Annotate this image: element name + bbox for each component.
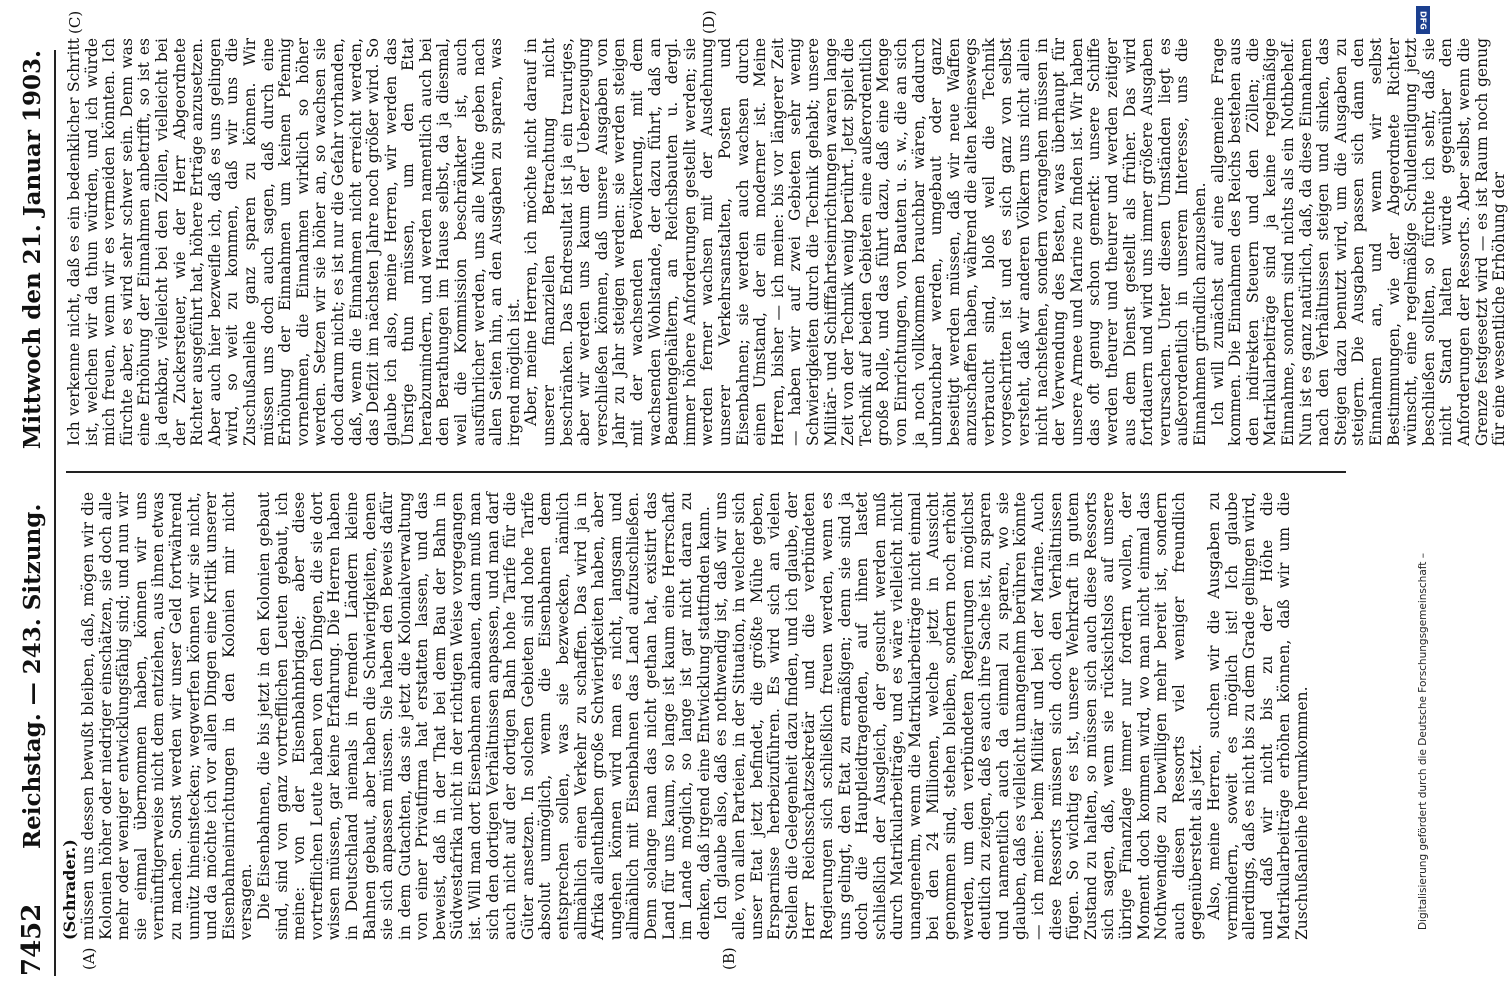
session-title: Reichstag. — 243. Sitzung. — [18, 503, 46, 850]
session-date: Mittwoch den 21. Januar 1903. — [18, 50, 46, 450]
speaker-name: (Schrader.) — [60, 839, 79, 940]
left-column — [80, 492, 1312, 940]
paragraph: müssen uns dessen bewußt bleiben, daß, mögen wir die Kolonien höher oder niedriger einschätzen, sie doch alle mehr oder weniger entwicklungsfähig sind; und nun wir sie einmal übernommen haben, können wir uns vernünftigerweise nicht dem entziehen, aus ihnen etwas zu machen. Sonst werden wir unser Geld fortwährend unnütz hineinstecken; wegwerfen können wir sie nicht, und da möchte ich vor allen Dingen eine Kritik unserer Eisenbahneinrichtungen in den Kolonien mir nicht versagen. — [79, 492, 256, 940]
right-column — [66, 38, 1509, 446]
paragraph: Aber, meine Herren, ich möchte nicht darauf in unserer finanziellen Betrachtung nicht beschränken. Das Endresultat ist ja ein trauriges, aber wir werden uns kaum der Ueberzeugung verschließen können, daß unsere Ausgaben von Jahr zu Jahr steigen werden: sie werden steigen mit der wachsenden Bevölkerung, mit dem wachsenden Wohlstande, der dazu führt, daß an Beamtengehältern, an Reichsbauten u. dergl. immer höhere Anforderungen gestellt werden; sie werden ferner wachsen mit der Ausdehnung unserer Verkehrsanstalten, Posten und Eisenbahnen; sie werden auch wachsen durch einen Umstand, der ein moderner ist. Meine Herren, bisher — ich meine: bis vor längerer Zeit — haben wir auf zwei Gebieten sehr wenig Schwierigkeiten durch die Technik gehabt; unsere Militär- und Schifffahrtseinrichtungen waren lange Zeit von der Technik wenig berührt. Jetzt spielt die Technik auf beiden Gebieten eine außerordentlich große Rolle, und das führt dazu, daß eine Menge von Einrichtungen, von Bauten u. s. w., die an sich ja noch vollkommen brauchbar wären, dadurch unbrauchbar werden, umgebaut oder ganz beseitigt werden müssen, daß wir neue Waffen anzuschaffen haben, während die alten keineswegs verbraucht sind, bloß weil die Technik vorgeschritten ist und es sich ganz von selbst versteht, daß wir anderen Völkern uns nicht allein nicht nachstehen, sondern vorangehen müssen in der Verwendung des Besten, was überhaupt für unsere Armee und Marine zu finden ist. Wir haben das oft genug schon gemerkt: unsere Schiffe werden theurer und theurer und werden zeitiger aus dem Dienst gestellt als früher. Das wird fortdauern und wird uns immer größere Ausgaben verursachen. Unter diesen Umständen liegt es außerordentlich in unserem Interesse, uns die Einnahmen gründlich anzusehen. — [522, 38, 1209, 446]
margin-marker-a: (A) — [80, 947, 98, 970]
paragraph: Ich glaube also, daß es nothwendig ist, daß wir uns alle, von allen Parteien, in der Situation, in welcher sich unser Etat jetzt befindet, die größte Mühe geben, Ersparnisse herbeizuführen. Es wird sich an vielen Stellen die Gelegenheit dazu finden, und ich glaube, der Herr Reichsschatzsekretär und die verbündeten Regierungen sich schließlich freuen werden, wenn es uns gelingt, den Etat zu ermäßigen; denn sie sind ja doch die Hauptleidtragenden, auf ihnen lastet schließlich der Ausgleich, der gesucht werden muß durch Matrikularbeiträge, und es wäre vielleicht nicht unangenehm, wenn die Matrikularbeiträge nicht einmal bei den 24 Millionen, welche jetzt in Aussicht genommen sind, stehen bleiben, sondern noch erhöht werden, um den verbündeten Regierungen möglichst deutlich zu zeigen, daß es auch ihre Sache ist, zu sparen und namentlich auch da einmal zu sparen, wo sie glauben, daß es vielleicht unangenehm berühren könnte — ich meine: beim Militär und bei der Marine. Auch diese Ressorts müssen sich doch den Verhältnissen fügen. So wichtig es ist, unsere Wehrkraft in gutem Zustand zu halten, so müssen sich auch diese Ressorts sich sagen, daß, wenn sie rücksichtslos auf unsere übrige Finanzlage immer nur fordern wollen, der Moment doch kommen wird, wo man nicht einmal das Nothwendige zu bewilligen mehr bereit ist, sondern auch diesen Ressorts viel weniger freundlich gegenübersteht als jetzt. — [712, 492, 1206, 940]
column-divider — [66, 471, 1346, 473]
header-rule — [54, 50, 56, 976]
paragraph: Ich will zunächst auf eine allgemeine Frage kommen. Die Einnahmen des Reichs bestehen aus den indirekten Steuern und den Zöllen; die Matrikularbeiträge sind ja keine regelmäßige Einnahme, sondern sind nichts als ein Nothbehelf. Nun ist es ganz natürlich, daß, da diese Einnahmen nach den Verhältnissen steigen und sinken, das Steigen dazu benutzt wird, um die Ausgaben zu steigern. Die Ausgaben passen sich dann den Einnahmen an, und wenn wir selbst Bestimmungen, wie der Abgeordnete Richter wünscht, eine regelmäßige Schuldentilgung jetzt beschließen sollten, so fürchte ich sehr, daß sie nicht Stand halten würde gegenüber den Anforderungen der Ressorts. Aber selbst, wenn die Grenze festgesetzt wird — es ist Raum noch genug für eine wesentliche Erhöhung der — [1208, 38, 1509, 446]
page-header — [12, 50, 52, 976]
digitization-note: Digitalisierung gefördert durch die Deutsche Forschungsgemeinschaft – — [1417, 553, 1429, 930]
margin-marker-b: (B) — [720, 947, 738, 970]
paragraph: Ich verkenne nicht, daß es ein bedenklicher Schritt ist, welchen wir da thun würden, und ich würde mich freuen, wenn wir es vermeiden könnten. Ich fürchte aber, es wird sehr schwer sein. Denn was eine Erhöhung der Einnahmen anbetrifft, so ist es ja denkbar, vielleicht bei den Zöllen, vielleicht bei der Zuckersteuer, wie der Herr Abgeordnete Richter ausgeführt hat, höhere Erträge anzusetzen. Aber auch hier bezweifle ich, daß es uns gelingen wird, so weit zu kommen, daß wir uns die Zuschußanleihe ganz sparen zu können. Wir müssen uns doch auch sagen, daß durch eine Erhöhung der Einnahmen um keinen Pfennig vornehmen, die Einnahmen wirklich so höher werden. Setzen wir sie höher an, so wachsen sie doch darum nicht; es ist nur die Gefahr vorhanden, daß, wenn die Einnahmen nicht erreicht werden, das Defizit im nächsten Jahre noch größer wird. So glaube ich also, meine Herren, wir werden das Unsrige thun müssen, um den Etat herabzumindern, und werden namentlich auch bei den Berathungen im Hause selbst, da ja diesmal, weil die Kommission beschränkter ist, auch ausführlicher werden, uns alle Mühe geben nach allen Seiten hin, an den Ausgaben zu sparen, was irgend möglich ist. — [65, 38, 523, 446]
paragraph: Die Eisenbahnen, die bis jetzt in den Kolonien gebaut sind, sind von ganz vortrefflichen Leuten gebaut, ich meine: von der Eisenbahnbrigade; aber diese vortrefflichen Leute haben von den Dingen, die sie dort wissen müssen, gar keine Erfahrung. Die Herren haben in Deutschland niemals in fremden Ländern kleine Bahnen gebaut, aber haben die Schwierigkeiten, denen sie sich anpassen müssen. Sie haben den Beweis dafür in dem Gutachten, das sie jetzt die Kolonialverwaltung von einer Privatfirma hat erstatten lassen, und das beweist, daß in der That bei dem Bau der Bahn in Südwestafrika nicht in der richtigen Weise vorgegangen ist. Will man dort Eisenbahnen anbauen, dann muß man sich den dortigen Verhältnissen anpassen, und man darf auch nicht auf der dortigen Bahn hohe Tarife für die Güter ansetzen. In solchen Gebieten sind hohe Tarife absolut unmöglich, wenn die Eisenbahnen dem entsprechen sollen, was sie bezwecken, nämlich allmählich einen Verkehr zu schaffen. Das wird ja in Afrika allenthalben große Schwierigkeiten haben, aber ungehen können wird man es nicht, langsam und allmählich mit Eisenbahnen das Land aufzuschließen. Denn solange man das nicht gethan hat, existirt das Land für uns kaum, so lange ist kaum eine Herrschaft im Lande möglich, so lange ist gar nicht daran zu denken, daß irgend eine Entwicklung stattfinden kann. — [254, 492, 713, 940]
dfg-logo: DFG — [1416, 6, 1430, 34]
page-number: 7452 — [17, 903, 47, 976]
paragraph: Also, meine Herren, suchen wir die Ausgaben zu vermindern, soweit es möglich ist! Ich glaube allerdings, daß es nicht bis zu dem Grade gelingen wird, und daß wir nicht bis zu der Höhe die Matrikularbeiträge erhöhen können, daß wir um die Zuschußanleihe herumkommen. — [1205, 492, 1311, 940]
margin-marker-d: (D) — [700, 10, 718, 34]
margin-marker-c: (C) — [66, 10, 84, 34]
